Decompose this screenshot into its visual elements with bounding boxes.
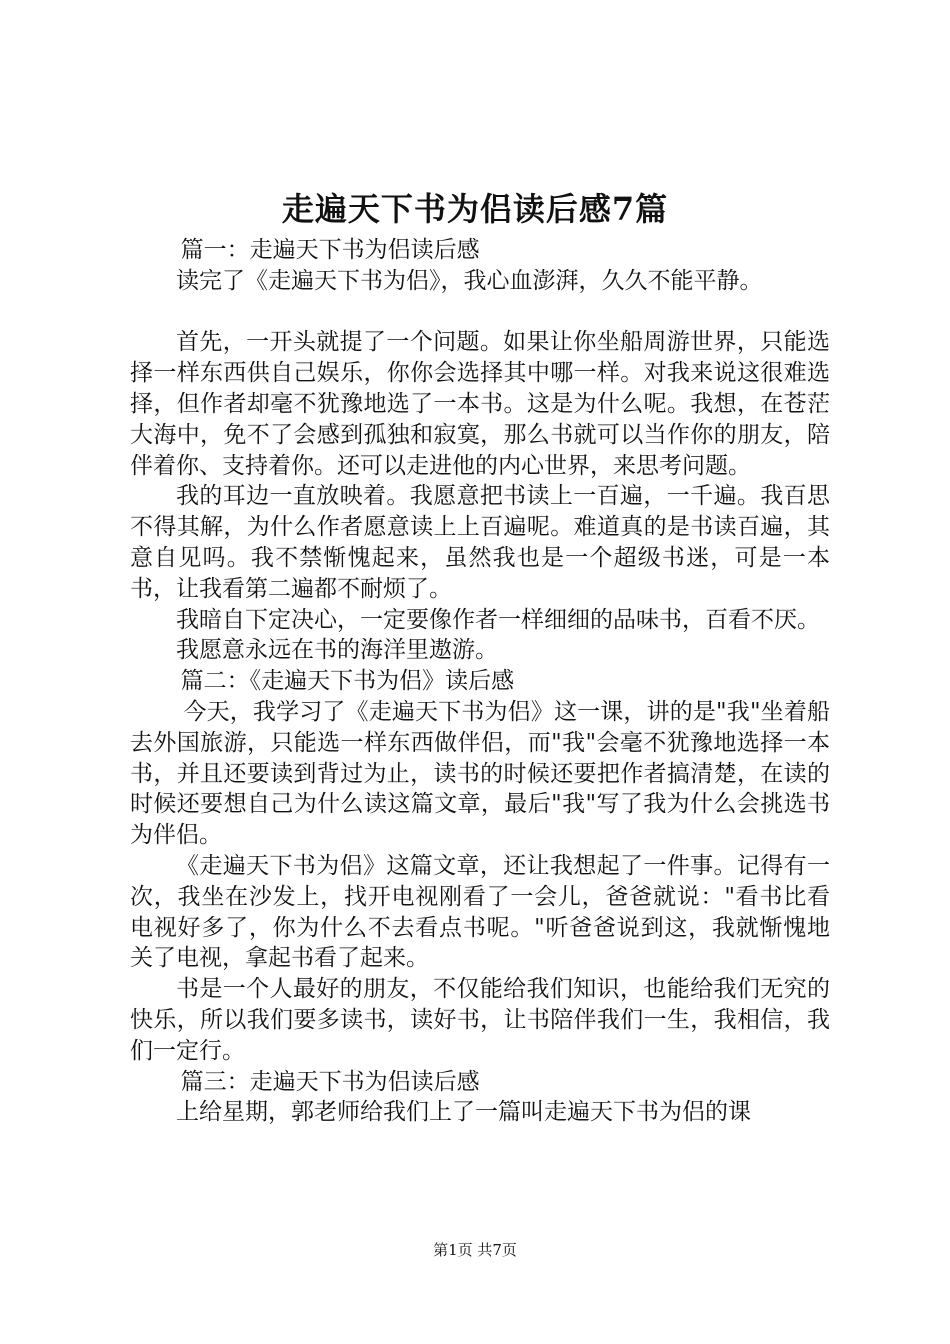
paragraph: 首先，一开头就提了一个问题。如果让你坐船周游世界，只能选择一样东西供自己娱乐，你你会选择其中哪一样。对我来说这很难选择，但作者却毫不犹豫地选了一本书。这是为什么呢。我想，在苍茫大海中，免不了会感到孤独和寂寞，那么书就可以当作你的朋友，陪伴着你、支持着你。还可以走进他的内心世界，来思考问题。 bbox=[130, 329, 830, 479]
paragraph: 我愿意永远在书的海洋里遨游。 bbox=[176, 637, 498, 664]
document-body bbox=[130, 235, 830, 1128]
page-number-footer: 第1页 共7页 bbox=[433, 1241, 517, 1259]
paragraph: 《走遍天下书为侣》这篇文章，还让我想起了一件事。记得有一次，我坐在沙发上，找开电视刚看了一会儿，爸爸就说："看书比看电视好多了，你为什么不去看点书呢。"听爸爸说到这，我就惭愧地关了电视，拿起书看了起来。 bbox=[130, 852, 830, 972]
paragraph: 我暗自下定决心，一定要像作者一样细细的品味书，百看不厌。 bbox=[176, 606, 820, 633]
section-heading-2: 篇二：《走遍天下书为侣》读后感 bbox=[180, 668, 515, 695]
section-heading-3: 篇三：走遍天下书为侣读后感 bbox=[180, 1068, 480, 1095]
paragraph: 读完了《走遍天下书为侣》，我心血澎湃，久久不能平静。 bbox=[176, 267, 763, 294]
paragraph: 书是一个人最好的朋友，不仅能给我们知识，也能给我们无究的快乐，所以我们要多读书，读好书，让书陪伴我们一生，我相信，我们一定行。 bbox=[130, 976, 830, 1064]
blank-line bbox=[130, 297, 830, 328]
paragraph: 今天，我学习了《走遍天下书为侣》这一课，讲的是"我"坐着船去外国旅游，只能选一样东西做伴侣，而"我"会毫不犹豫地选择一本书，并且还要读到背过为止，读书的时候还要把作者搞清楚，在读的时候还要想自己为什么读这篇文章，最后"我"写了我为什么会挑选书为伴侣。 bbox=[130, 698, 830, 849]
document-title: 走遍天下书为侣读后感7篇 bbox=[281, 190, 669, 228]
paragraph: 我的耳边一直放映着。我愿意把书读上一百遍，一千遍。我百思不得其解，为什么作者愿意读上上百遍呢。难道真的是书读百遍，其意自见吗。我不禁惭愧起来，虽然我也是一个超级书迷，可是一本书，让我看第二遍都不耐烦了。 bbox=[130, 483, 830, 602]
section-heading-1: 篇一：走遍天下书为侣读后感 bbox=[180, 237, 480, 263]
paragraph: 上给星期，郭老师给我们上了一篇叫走遍天下书为侣的课 bbox=[176, 1099, 751, 1126]
